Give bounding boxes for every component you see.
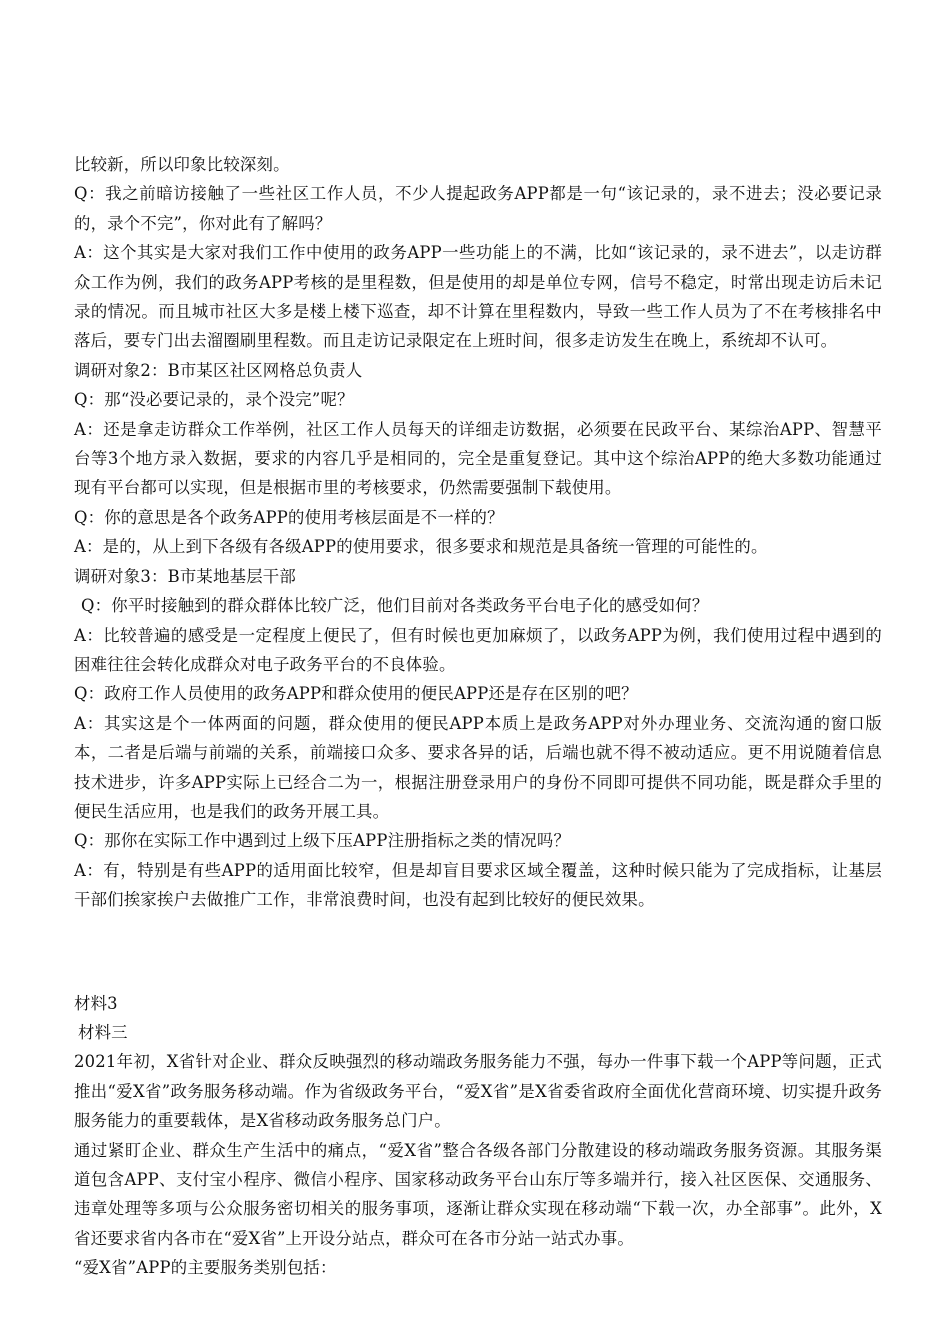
question-3: Q：你的意思是各个政务APP的使用考核层面是不一样的？ [74, 507, 504, 527]
material-paragraph-1: 2021年初，X省针对企业、群众反映强烈的移动端政务服务能力不强，每办一件事下载一个APP等问题，正式推出“爱X省”政务服务移动端。作为省级政务平台，“爱X省”是X省委省政府全面优化营商环境、切实提升政务服务能力的重要载体，是X省移动政务服务总门户。 [74, 1052, 882, 1131]
section-spacer [74, 915, 882, 989]
question-2: Q：那“没必要记录的，录个没完”呢？ [74, 390, 354, 410]
answer-3: A：是的，从上到下各级有各级APP的使用要求，很多要求和规范是具备统一管理的可能性的。 [74, 537, 768, 557]
subject-heading-3: 调研对象3：B市某地基层干部 [74, 566, 296, 586]
material-title: 材料三 [78, 1022, 128, 1042]
answer-4: A：比较普遍的感受是一定程度上便民了，但有时候也更加麻烦了，以政务APP为例，我们使用过程中遇到的困难往往会转化成群众对电子政务平台的不良体验。 [74, 625, 882, 674]
paragraph-intro: 比较新，所以印象比较深刻。 [74, 155, 290, 174]
question-5: Q：政府工作人员使用的政务APP和群众使用的便民APP还是存在区别的吧？ [74, 684, 638, 704]
answer-6: A：有，特别是有些APP的适用面比较窄，但是却盲目要求区域全覆盖，这种时候只能为了完成指标，让基层干部们挨家挨户去做推广工作，非常浪费时间，也没有起到比较好的便民效果。 [74, 860, 882, 910]
question-1: Q：我之前暗访接触了一些社区工作人员，不少人提起政务APP都是一句“该记录的，录不进去；没必要记录的，录个不完”，你对此有了解吗？ [74, 184, 882, 233]
material-paragraph-2: 通过紧盯企业、群众生产生活中的痛点，“爱X省”整合各级各部门分散建设的移动端政务服务资源。其服务渠道包含APP、支付宝小程序、微信小程序、国家移动政务平台山东厅等多端并行，接入社区医保、交通服务、违章处理等多项与公众服务密切相关的服务事项，逐渐让群众实现在移动端“下载一次，办全部事”。此外，X省还要求省内各市在“爱X省”上开设分站点，群众可在各市分站一站式办事。 [74, 1140, 882, 1248]
material-paragraph-3: “爱X省”APP的主要服务类别包括： [74, 1258, 337, 1278]
answer-1: A：这个其实是大家对我们工作中使用的政务APP一些功能上的不满，比如“该记录的，录不进去”，以走访群众工作为例，我们的政务APP考核的是里程数，但是使用的却是单位专网，信号不稳定，时常出现走访后未记录的情况。而且城市社区大多是楼上楼下巡查，却不计算在里程数内，导致一些工作人员为了不在考核排名中落后，要专门出去溜圈刷里程数。而且走访记录限定在上班时间，很多走访发生在晚上，系统却不认可。 [74, 243, 882, 351]
subject-heading-2: 调研对象2：B市某区社区网格总负责人 [74, 360, 363, 380]
question-4: Q：你平时接触到的群众群体比较广泛，他们目前对各类政务平台电子化的感受如何？ [81, 596, 709, 616]
material-label: 材料3 [74, 993, 118, 1013]
answer-5: A：其实这是个一体两面的问题，群众使用的便民APP本质上是政务APP对外办理业务、交流沟通的窗口版本，二者是后端与前端的关系，前端接口众多、要求各异的话，后端也就不得不被动适应。更不用说随着信息技术进步，许多APP实际上已经合二为一，根据注册登录用户的身份不同即可提供不同功能，既是群众手里的便民生活应用，也是我们的政务开展工具。 [74, 713, 882, 821]
question-6: Q：那你在实际工作中遇到过上级下压APP注册指标之类的情况吗？ [74, 831, 571, 851]
answer-2: A：还是拿走访群众工作举例，社区工作人员每天的详细走访数据，必须要在民政平台、某综治APP、智慧平台等3个地方录入数据，要求的内容几乎是相同的，完全是重复登记。其中这个综治APP的绝大多数功能通过现有平台都可以实现，但是根据市里的考核要求，仍然需要强制下载使用。 [74, 419, 882, 498]
document-body [74, 150, 882, 1283]
